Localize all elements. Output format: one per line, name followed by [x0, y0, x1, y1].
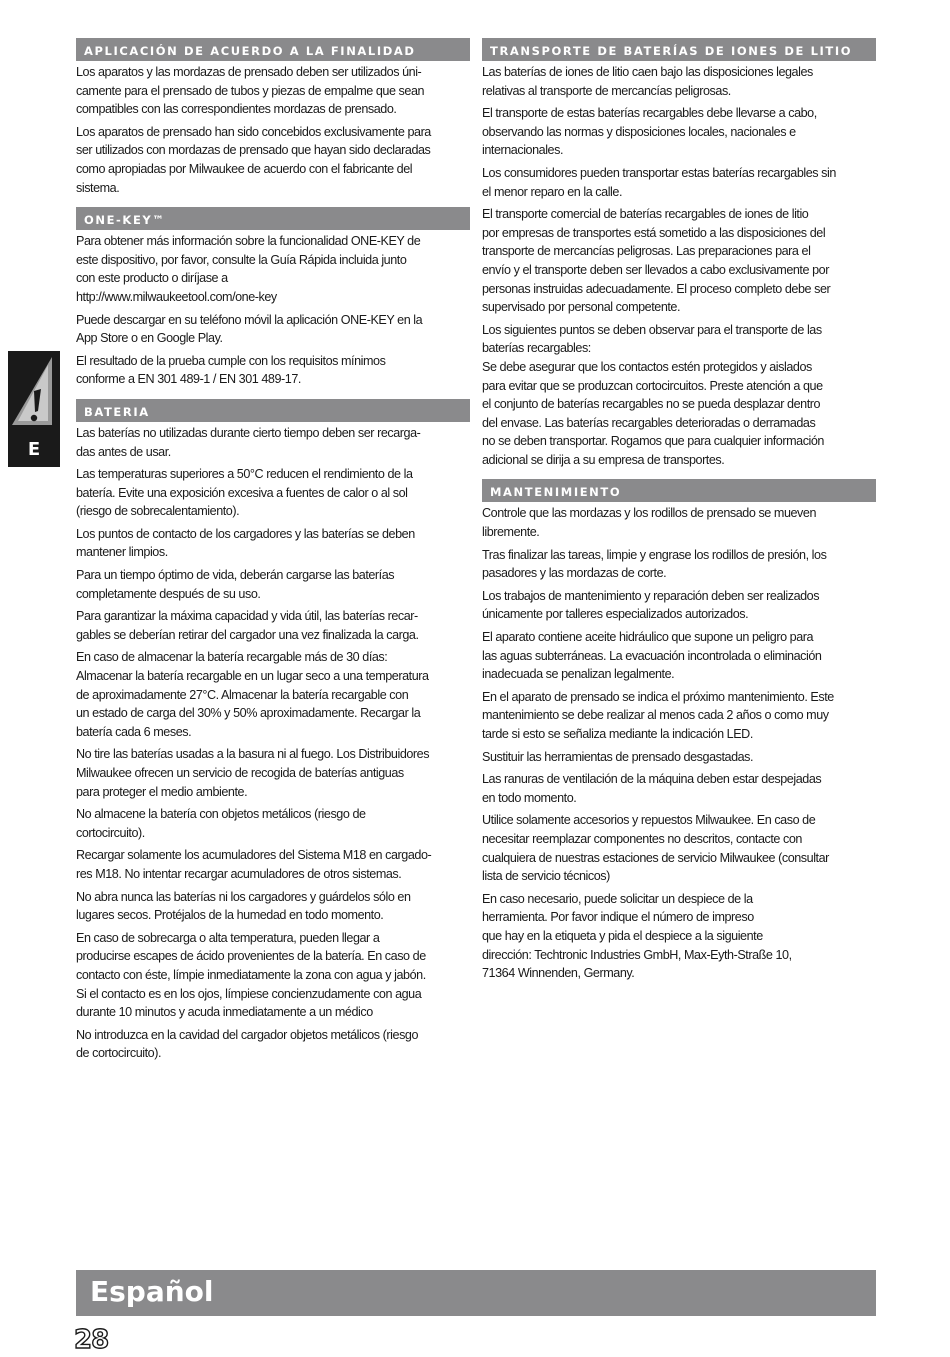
text-line: El aparato contiene aceite hidráulico que supone un peligro para	[482, 630, 814, 645]
text-line: adicional se dirija a su empresa de transportes.	[482, 452, 725, 467]
paragraph	[482, 748, 876, 767]
text-line: únicamente por talleres especializados autorizados.	[482, 607, 749, 622]
text-line: necesitar reemplazar componentes no descritos, contacte con	[482, 831, 802, 846]
paragraph	[482, 546, 876, 583]
text-line: el conjunto de baterías recargables no se pueda desplazar dentro	[482, 397, 821, 412]
paragraph	[76, 525, 470, 562]
paragraph	[482, 63, 876, 100]
text-line: libremente.	[482, 525, 540, 540]
text-line: Controle que las mordazas y los rodillos de prensado se mueven	[482, 506, 817, 521]
text-line: durante 10 minutos y acuda inmediatamente a un médico	[76, 1005, 373, 1020]
text-line: (riesgo de sobrecalentamiento).	[76, 504, 240, 519]
text-line: res M18. No intentar recargar acumuladores de otros sistemas.	[76, 866, 402, 881]
text-line: El transporte de estas baterías recargables debe llevarse a cabo,	[482, 106, 817, 121]
paragraph	[482, 688, 876, 744]
text-line: Los siguientes puntos se deben observar para el transporte de las	[482, 322, 822, 337]
text-line: cortocircuito).	[76, 825, 145, 840]
text-line: batería cada 6 meses.	[76, 724, 192, 739]
text-line: lista de servicio técnicos)	[482, 869, 610, 884]
text-line: del envase. Las baterías recargables deterioradas o derramadas	[482, 415, 816, 430]
text-line: Si el contacto es en los ojos, límpiese concienzudamente con agua	[76, 986, 422, 1001]
text-line: Tras finalizar las tareas, limpie y engrase los rodillos de presión, los	[482, 547, 827, 562]
paragraph	[482, 104, 876, 160]
text-line: por empresas de transportes está sometido a las disposiciones del	[482, 225, 826, 240]
text-line: un estado de carga del 30% y 50% aproximadamente. Recargar la	[76, 706, 421, 721]
text-line: No abra nunca las baterías ni los cargadores y guárdelos sólo en	[76, 889, 411, 904]
text-line: En el aparato de prensado se indica el próximo mantenimiento. Este	[482, 689, 834, 704]
paragraph	[76, 63, 470, 119]
page-number: 28	[74, 1325, 109, 1355]
text-line: ser utilizados con mordazas de prensado que hayan sido declaradas	[76, 143, 431, 158]
right-column	[482, 38, 876, 993]
text-line: Milwaukee ofrecen un servicio de recogida de baterías antiguas	[76, 766, 404, 780]
left-column	[76, 38, 470, 1073]
text-line: En caso necesario, puede solicitar un despiece de la	[482, 891, 753, 906]
paragraph	[76, 424, 470, 461]
text-line: Los puntos de contacto de los cargadores y las baterías se deben	[76, 526, 415, 541]
text-line: mantener limpios.	[76, 545, 168, 560]
paragraph	[76, 888, 470, 925]
text-line: Se debe asegurar que los contactos estén protegidos y aislados	[482, 359, 812, 374]
text-line: Las baterías de iones de litio caen bajo las disposiciones legales	[482, 65, 813, 79]
section-heading: BATERIA	[76, 399, 470, 422]
text-line: para evitar que se produzcan cortocircuitos. Preste atención a que	[482, 378, 823, 393]
text-line: internacionales.	[482, 143, 564, 158]
section	[76, 207, 470, 389]
text-line: tarde si esto se señaliza mediante la indicación LED.	[482, 727, 753, 741]
text-line: Puede descargar en su teléfono móvil la aplicación ONE-KEY en la	[76, 312, 423, 327]
section	[482, 38, 876, 469]
text-line: En caso de almacenar la batería recargable más de 30 días:	[76, 650, 388, 665]
paragraph	[76, 566, 470, 603]
paragraph	[482, 164, 876, 201]
text-line: das antes de usar.	[76, 444, 171, 459]
paragraph	[76, 123, 470, 197]
warning-triangle-icon	[8, 351, 60, 439]
text-line: baterías recargables:	[482, 341, 591, 356]
paragraph	[76, 805, 470, 842]
text-line: observando las normas y disposiciones locales, nacionales e	[482, 124, 796, 139]
text-line: Recargar solamente los acumuladores del Sistema M18 en cargado-	[76, 848, 432, 863]
section	[76, 38, 470, 197]
section	[76, 399, 470, 1063]
text-line: conforme a EN 301 489-1 / EN 301 489-17.	[76, 372, 301, 387]
section-heading: ONE-KEY™	[76, 207, 470, 230]
text-line: batería. Evite una exposición excesiva a fuentes de calor o al sol	[76, 485, 408, 500]
text-line: el menor reparo en la calle.	[482, 184, 623, 199]
paragraph	[482, 504, 876, 541]
text-line: Para un tiempo óptimo de vida, deberán cargarse las baterías	[76, 568, 395, 583]
text-line: Las temperaturas superiores a 50°C reducen el rendimiento de la	[76, 467, 413, 482]
paragraph	[482, 587, 876, 624]
text-line: No almacene la batería con objetos metálicos (riesgo de	[76, 807, 366, 822]
paragraph	[76, 648, 470, 741]
text-line: pasadores y las mordazas de corte.	[482, 566, 667, 581]
text-line: gables se deberían retirar del cargador una vez finalizada la carga.	[76, 627, 419, 642]
text-line: de cortocircuito).	[76, 1046, 161, 1061]
paragraph	[76, 465, 470, 521]
text-line: App Store o en Google Play.	[76, 331, 223, 346]
paragraph	[482, 811, 876, 885]
text-line: Las ranuras de ventilación de la máquina deben estar despejadas	[482, 772, 822, 787]
text-line: envío y el transporte deben ser llevados a cabo exclusivamente por	[482, 262, 829, 277]
section-heading: APLICACIÓN DE ACUERDO A LA FINALIDAD	[76, 38, 470, 61]
text-line: Los trabajos de mantenimiento y reparación deben ser realizados	[482, 588, 820, 603]
text-line: mantenimiento se debe realizar al menos cada 2 años o como muy	[482, 708, 829, 723]
paragraph	[76, 607, 470, 644]
text-line: Los aparatos y las mordazas de prensado deben ser utilizados úni-	[76, 65, 422, 79]
paragraph	[76, 311, 470, 348]
paragraph	[482, 205, 876, 317]
text-line: dirección: Techtronic Industries GmbH, Max-Eyth-Straße 10,	[482, 947, 792, 962]
text-line: El resultado de la prueba cumple con los requisitos mínimos	[76, 353, 386, 368]
paragraph	[482, 321, 876, 470]
text-line: no se deben transportar. Rogamos que para cualquier información	[482, 434, 824, 449]
section-heading: MANTENIMIENTO	[482, 479, 876, 502]
text-line: No tire las baterías usadas a la basura ni al fuego. Los Distribuidores	[76, 747, 430, 762]
language-title: Español	[90, 1275, 214, 1308]
text-line: 71364 Winnenden, Germany.	[482, 966, 635, 981]
text-line: completamente después de su uso.	[76, 586, 261, 601]
paragraph	[76, 929, 470, 1022]
paragraph	[76, 352, 470, 389]
text-line: Las baterías no utilizadas durante cierto tiempo deben ser recarga-	[76, 425, 421, 440]
paragraph	[76, 1026, 470, 1063]
text-line: Para garantizar la máxima capacidad y vida útil, las baterías recar-	[76, 609, 418, 624]
text-line: lugares secos. Protéjalos de la humedad en todo momento.	[76, 908, 384, 923]
text-line: que hay en la etiqueta y pida el despiece a la siguiente	[482, 928, 763, 943]
paragraph	[482, 890, 876, 983]
language-side-tab	[8, 351, 60, 467]
text-line: El transporte comercial de baterías recargables de iones de litio	[482, 207, 809, 222]
text-line: Utilice solamente accesorios y repuestos Milwaukee. En caso de	[482, 813, 816, 828]
text-line: supervisado por personal competente.	[482, 300, 681, 315]
language-footer-bar	[76, 1270, 876, 1316]
text-line: Almacenar la batería recargable en un lugar seco a una temperatura	[76, 669, 429, 684]
paragraph	[76, 846, 470, 883]
text-line: contacto con éste, límpie inmediatamente la zona con agua y jabón.	[76, 967, 426, 982]
text-line: personas instruidas adecuadamente. El proceso completo debe ser	[482, 281, 831, 296]
text-line: Para obtener más información sobre la funcionalidad ONE-KEY de	[76, 234, 421, 249]
text-line: relativas al transporte de mercancías peligrosas.	[482, 83, 731, 98]
paragraph	[482, 770, 876, 807]
text-line: Los consumidores pueden transportar estas baterías recargables sin	[482, 165, 836, 180]
text-line: para proteger el medio ambiente.	[76, 784, 248, 799]
text-line: compatibles con las correspondientes mordazas de prensado.	[76, 102, 397, 117]
paragraph	[76, 745, 470, 801]
text-line: este dispositivo, por favor, consulte la Guía Rápida incluida junto	[76, 252, 407, 267]
text-line: herramienta. Por favor indique el número de impreso	[482, 910, 754, 925]
text-line: Los aparatos de prensado han sido concebidos exclusivamente para	[76, 124, 431, 139]
text-line: cualquiera de nuestras estaciones de servicio Milwaukee (consultar	[482, 850, 829, 865]
text-line: No introduzca en la cavidad del cargador objetos metálicos (riesgo	[76, 1027, 419, 1042]
paragraph	[482, 628, 876, 684]
text-line: como apropiadas por Milwaukee de acuerdo con el fabricante del	[76, 161, 413, 176]
text-line: http://www.milwaukeetool.com/one-key	[76, 289, 277, 304]
text-line: de aproximadamente 27°C. Almacenar la batería recargable con	[76, 687, 409, 702]
text-line: transporte de mercancías peligrosas. Las preparaciones para el	[482, 244, 811, 259]
text-line: En caso de sobrecarga o alta temperatura, pueden llegar a	[76, 930, 380, 945]
text-line: las aguas subterráneas. La evacuación incontrolada o eliminación	[482, 648, 822, 663]
section-heading: TRANSPORTE DE BATERÍAS DE IONES DE LITIO	[482, 38, 876, 61]
text-line: inadecuada se penalizan legalmente.	[482, 667, 675, 682]
text-line: Sustituir las herramientas de prensado desgastadas.	[482, 749, 754, 764]
paragraph	[76, 232, 470, 306]
text-line: producirse escapes de ácido provenientes de la batería. En caso de	[76, 949, 426, 964]
text-line: con este producto o diríjase a	[76, 271, 228, 286]
text-line: camente para el prensado de tubos y piezas de empalme que sean	[76, 83, 425, 98]
text-line: sistema.	[76, 180, 120, 195]
language-letter: E	[27, 439, 41, 460]
text-line: en todo momento.	[482, 790, 577, 805]
section	[482, 479, 876, 982]
